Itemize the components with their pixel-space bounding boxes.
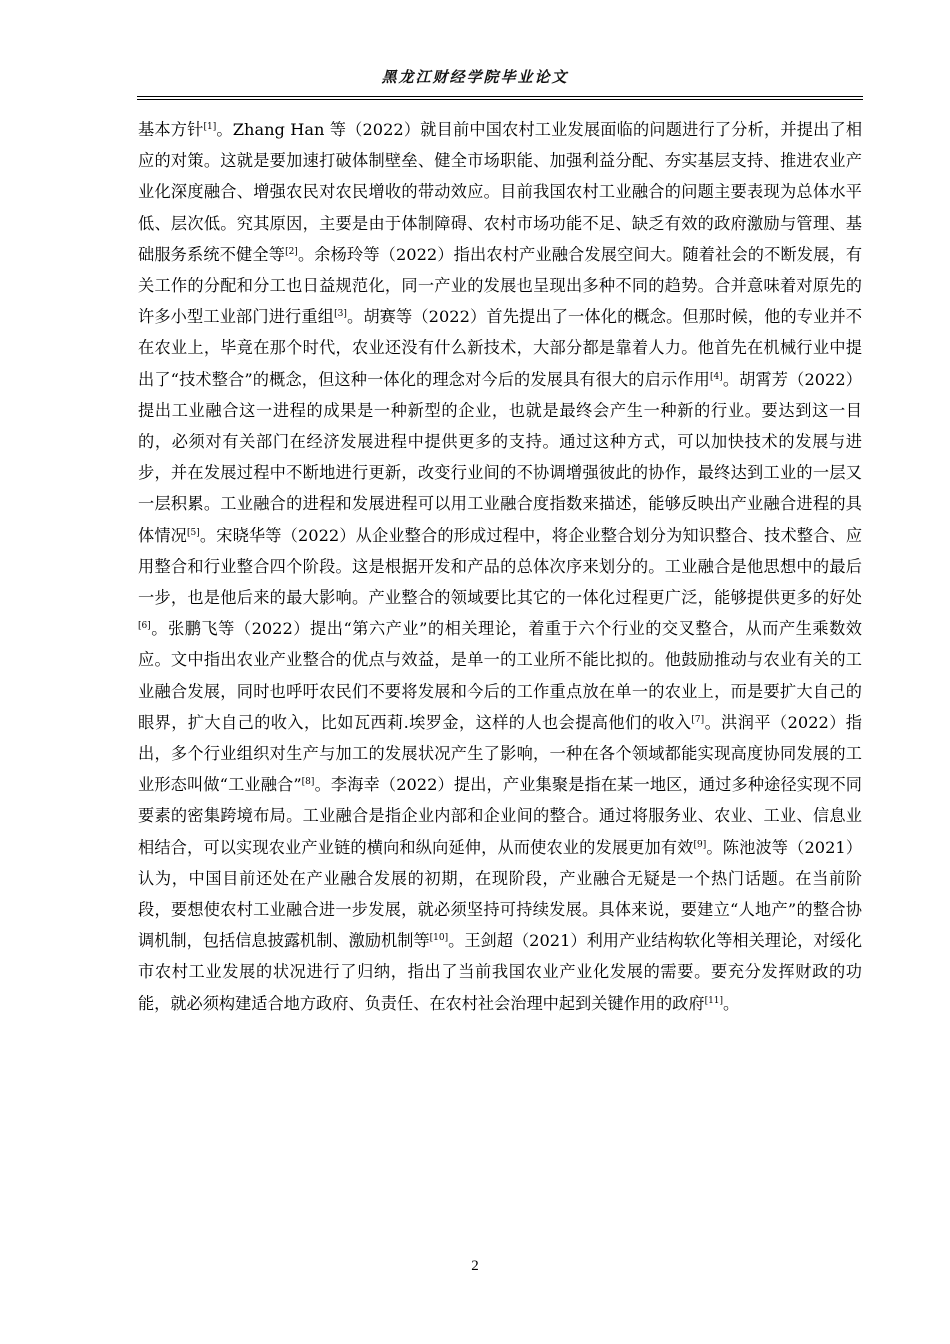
page-number: 2 [471,1258,479,1274]
text-run: 基本方针 [138,120,204,139]
text-run: 。陈池波等（2021）认为，中国目前还处在产业融合发展的初期，在现阶段，产业融合无疑是一个热门话题。在当前阶段，要想使农村工业融合进一步发展，就必须坚持可持续发展。具体来说，要建立“人地产”的整合协调机制，包括信息披露机制、激励机制等 [138,837,863,951]
running-header-title: 黑龙江财经学院毕业论文 [381,68,569,86]
text-run: 。Zhang Han 等（2022）就目前中国农村工业发展面临的问题进行了分析，并提出了相应的对策。这就是要加速打破体制壁垒、健全市场职能、加强利益分配、夯实基层支持、推进农业产业化深度融合、增强农民对农民增收的带动效应。目前我国农村工业融合的问题主要表现为总体水平低、层次低。究其原因，主要是由于体制障碍、农村市场功能不足、缺乏有效的政府激励与管理、基础服务系统不健全等 [138,120,863,264]
citation-ref-10[interactable]: [10] [429,933,449,944]
citation-ref-11[interactable]: [11] [704,995,724,1006]
text-run: 。洪润平（2022）指出，多个行业组织对生产与加工的发展状况产生了影响，一种在各个领域都能实现高度协同发展的工业形态叫做“工业融合” [138,712,862,795]
text-run: 。胡赛等（2022）首先提出了一体化的概念。但那时候，他的专业并不在农业上，毕竟在那个时代，农业还没有什么新技术，大部分都是靠着人力。他首先在机械行业中提出了“技术整合”的概念，但这种一体化的理念对今后的发展具有很大的启示作用 [138,307,863,389]
body-paragraph [138,114,862,1019]
citation-ref-3[interactable]: [3] [334,309,347,320]
text-run: 。李海幸（2022）提出，产业集聚是指在某一地区，通过多种途径实现不同要素的密集跨境布局。工业融合是指企业内部和企业间的整合。通过将服务业、农业、工业、信息业相结合，可以实现农业产业链的横向和纵向延伸，从而使农业的发展更加有效 [138,775,862,857]
text-run: 。宋晓华等（2022）从企业整合的形成过程中，将企业整合划分为知识整合、技术整合、应用整合和行业整合四个阶段。这是根据开发和产品的总体次序来划分的。工业融合是他思想中的最后一步，也是他后来的最大影响。产业整合的领域要比其它的一体化过程更广泛，能够提供更多的好处 [138,525,863,608]
citation-ref-1[interactable]: [1] [203,122,217,132]
citation-ref-8[interactable]: [8] [301,777,315,788]
header-double-rule [137,96,863,100]
text-run: 。胡霄芳（2022）提出工业融合这一进程的成果是一种新型的企业，也就是最终会产生一种新的行业。要达到这一目的，必须对有关部门在经济发展进程中提供更多的支持。通过这种方式，可以加快技术的发展与进步，并在发展过程中不断地进行更新，改变行业间的不协调增强彼此的协作，最终达到工业的一层又一层积累。工业融合的进程和发展进程可以用工业融合度指数来描述，能够反映出产业融合进程的具体情况 [138,369,862,545]
citation-ref-5[interactable]: [5] [187,527,200,538]
citation-ref-4[interactable]: [4] [709,371,723,382]
text-run: 。余杨玲等（2022）指出农村产业融合发展空间大。随着社会的不断发展，有关工作的分配和分工也日益规范化，同一产业的发展也呈现出多种不同的趋势。合并意味着对原先的许多小型工业部门进行重组 [138,244,863,327]
citation-ref-7[interactable]: [7] [691,714,705,725]
citation-ref-6[interactable]: [6] [138,621,151,632]
text-run: 。张鹏飞等（2022）提出“第六产业”的相关理论，着重于六个行业的交叉整合，从而产生乘数效应。文中指出农业产业整合的优点与效益，是单一的工业所不能比拟的。他鼓励推动与农业有关的工业融合发展，同时也呼吁农民们不要将发展和今后的工作重点放在单一的农业上，而是要扩大自己的眼界，扩大自己的收入，比如瓦西莉.埃罗金，这样的人也会提高他们的收入 [138,619,862,732]
citation-ref-9[interactable]: [9] [693,839,707,850]
citation-ref-2[interactable]: [2] [285,246,298,257]
text-run: 。王剑超（2021）利用产业结构软化等相关理论，对绥化市农村工业发展的状况进行了归纳，指出了当前我国农业产业化发展的需要。要充分发挥财政的功能，就必须构建适合地方政府、负责任、在农村社会治理中起到关键作用的政府 [138,931,863,1013]
text-run: 。 [723,993,740,1013]
